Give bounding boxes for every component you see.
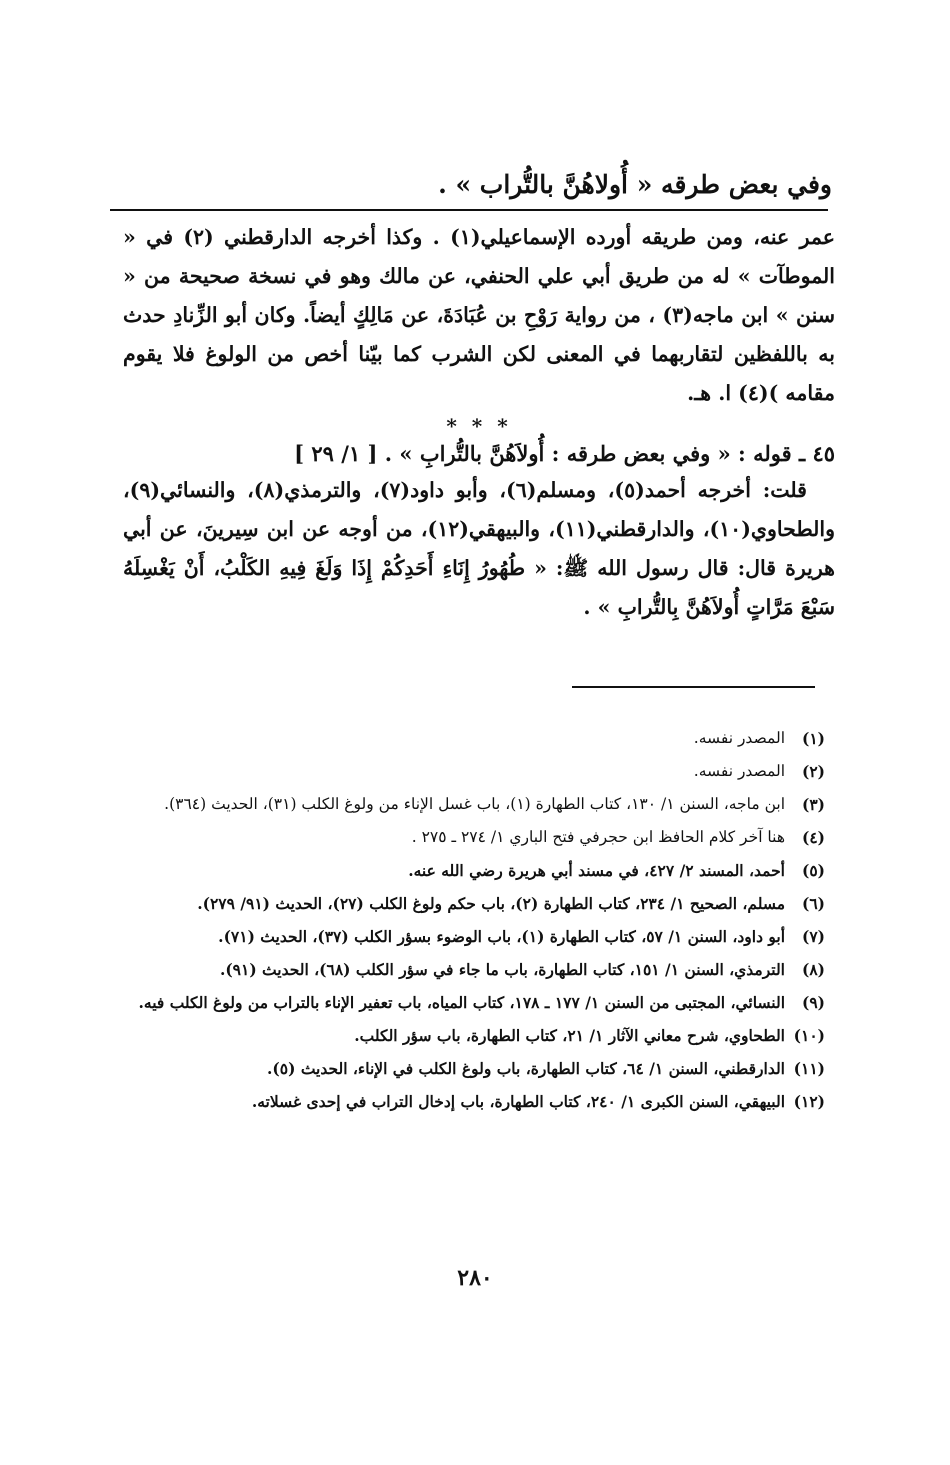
footnote-text: المصدر نفسه. [693,729,785,747]
footnote-number: (١) [801,729,825,748]
page-number: ٢٨٠ [457,1265,493,1291]
footnote-text: أحمد، المسند ٢/ ٤٢٧، في مسند أبي هريرة رضي الله عنه. [408,861,785,880]
footnote-number: (٨) [801,960,825,979]
footnote [125,920,825,953]
footnote-number: (٢) [801,762,825,781]
footnote-text: مسلم، الصحيح ١/ ٢٣٤، كتاب الطهارة (٢)، باب حكم ولوغ الكلب (٢٧)، الحديث (٩١/ ٢٧٩). [197,894,785,913]
footnote [125,788,825,821]
main-text [123,218,835,627]
footnote-text: هنا آخر كلام الحافظ ابن حجرفي فتح الباري ١/ ٢٧٤ ـ ٢٧٥ . [411,828,785,846]
footnote [125,887,825,920]
footnote-rule [572,686,815,688]
header-rule [110,209,828,211]
footnote [125,755,825,788]
footnote-text: النسائي، المجتبى من السنن ١/ ١٧٧ ـ ١٧٨، كتاب المياه، باب تعفير الإناء بالتراب من ولوغ الكلب فيه. [138,993,785,1012]
footnote [125,821,825,854]
footnote-text: البيهقي، السنن الكبرى ١/ ٢٤٠، كتاب الطهارة، باب إدخال التراب في إحدى غسلاته. [251,1092,785,1111]
footnote-number: (٦) [801,894,825,913]
footnote [125,986,825,1019]
footnote [125,1052,825,1085]
footnote-text: ابن ماجه، السنن ١/ ١٣٠، كتاب الطهارة (١)، باب غسل الإناء من ولوغ الكلب (٣١)، الحديث (٣٦٤). [164,795,785,813]
section-body: قلت: أخرجه أحمد(٥)، ومسلم(٦)، وأبو داود(٧)، والترمذي(٨)، والنسائي(٩)، والطحاوي(١٠)، والدارقطني(١١)، والبيهقي(١٢)، من أوجه عن ابن سِيرينَ، عن أبي هريرة قال: قال رسول الله ﷺ: « طُهُورُ إِنَاءِ أَحَدِكُمْ إِذَا وَلَغَ فِيهِ الكَلْبُ، أَنْ يَغْسِلَهُ سَبْعَ مَرَّاتٍ أُولاَهُنَّ بِالتُّرابِ » . [123,478,835,619]
footnote-text: الترمذي، السنن ١/ ١٥١، كتاب الطهارة، باب ما جاء في سؤر الكلب (٦٨)، الحديث (٩١). [219,960,785,979]
running-head: وفي بعض طرقه « أُولاهُنَّ بالتُّراب » . [438,170,832,199]
footnotes [125,722,825,1118]
footnote-number: (٩) [801,993,825,1012]
footnote-text: الطحاوي، شرح معاني الآثار ١/ ٢١، كتاب الطهارة، باب سؤر الكلب. [354,1026,785,1045]
footnote [125,854,825,887]
footnote-number: (٤) [801,828,825,847]
footnote-number: (٥) [801,861,825,880]
footnote [125,1019,825,1052]
footnote-number: (٧) [801,927,825,946]
footnote [125,722,825,755]
paragraph-continuation: عمر عنه، ومن طريقه أورده الإسماعيلي(١) . وكذا أخرجه الدارقطني (٢) في « الموطآت » له من طريق أبي علي الحنفي، عن مالك وهو في نسخة صحيحة من « سنن » ابن ماجه(٣) ، من رواية رَوْحِ بن عُبَادَةَ، عن مَالِكٍ أيضاً. وكان أبو الزِّنادِ حدث به باللفظين لتقاربهما في المعنى لكن الشرب كما بيّنا أخص من الولوغ فلا يقوم مقامه )(٤) ا. هـ. [123,225,836,405]
footnote [125,953,825,986]
footnote-number: (١١) [793,1059,825,1078]
footnote-number: (١٠) [793,1026,825,1045]
footnote-number: (٣) [801,795,825,814]
footnote [125,1085,825,1118]
footnote-text: الدارقطني، السنن ١/ ٦٤، كتاب الطهارة، باب ولوغ الكلب في الإناء، الحديث (٥). [267,1059,785,1078]
footnote-text: المصدر نفسه. [693,762,785,780]
footnote-text: أبو داود، السنن ١/ ٥٧، كتاب الطهارة (١)، باب الوضوء بسؤر الكلب (٣٧)، الحديث (٧١). [218,927,785,946]
footnote-number: (١٢) [793,1092,825,1111]
section-separator: * * * [446,414,512,438]
section-heading: ٤٥ ـ قوله : « وفي بعض طرقه : أُولاَهُنَّ بالتُّرابِ » . [ ١/ ٢٩ ] [294,441,835,466]
